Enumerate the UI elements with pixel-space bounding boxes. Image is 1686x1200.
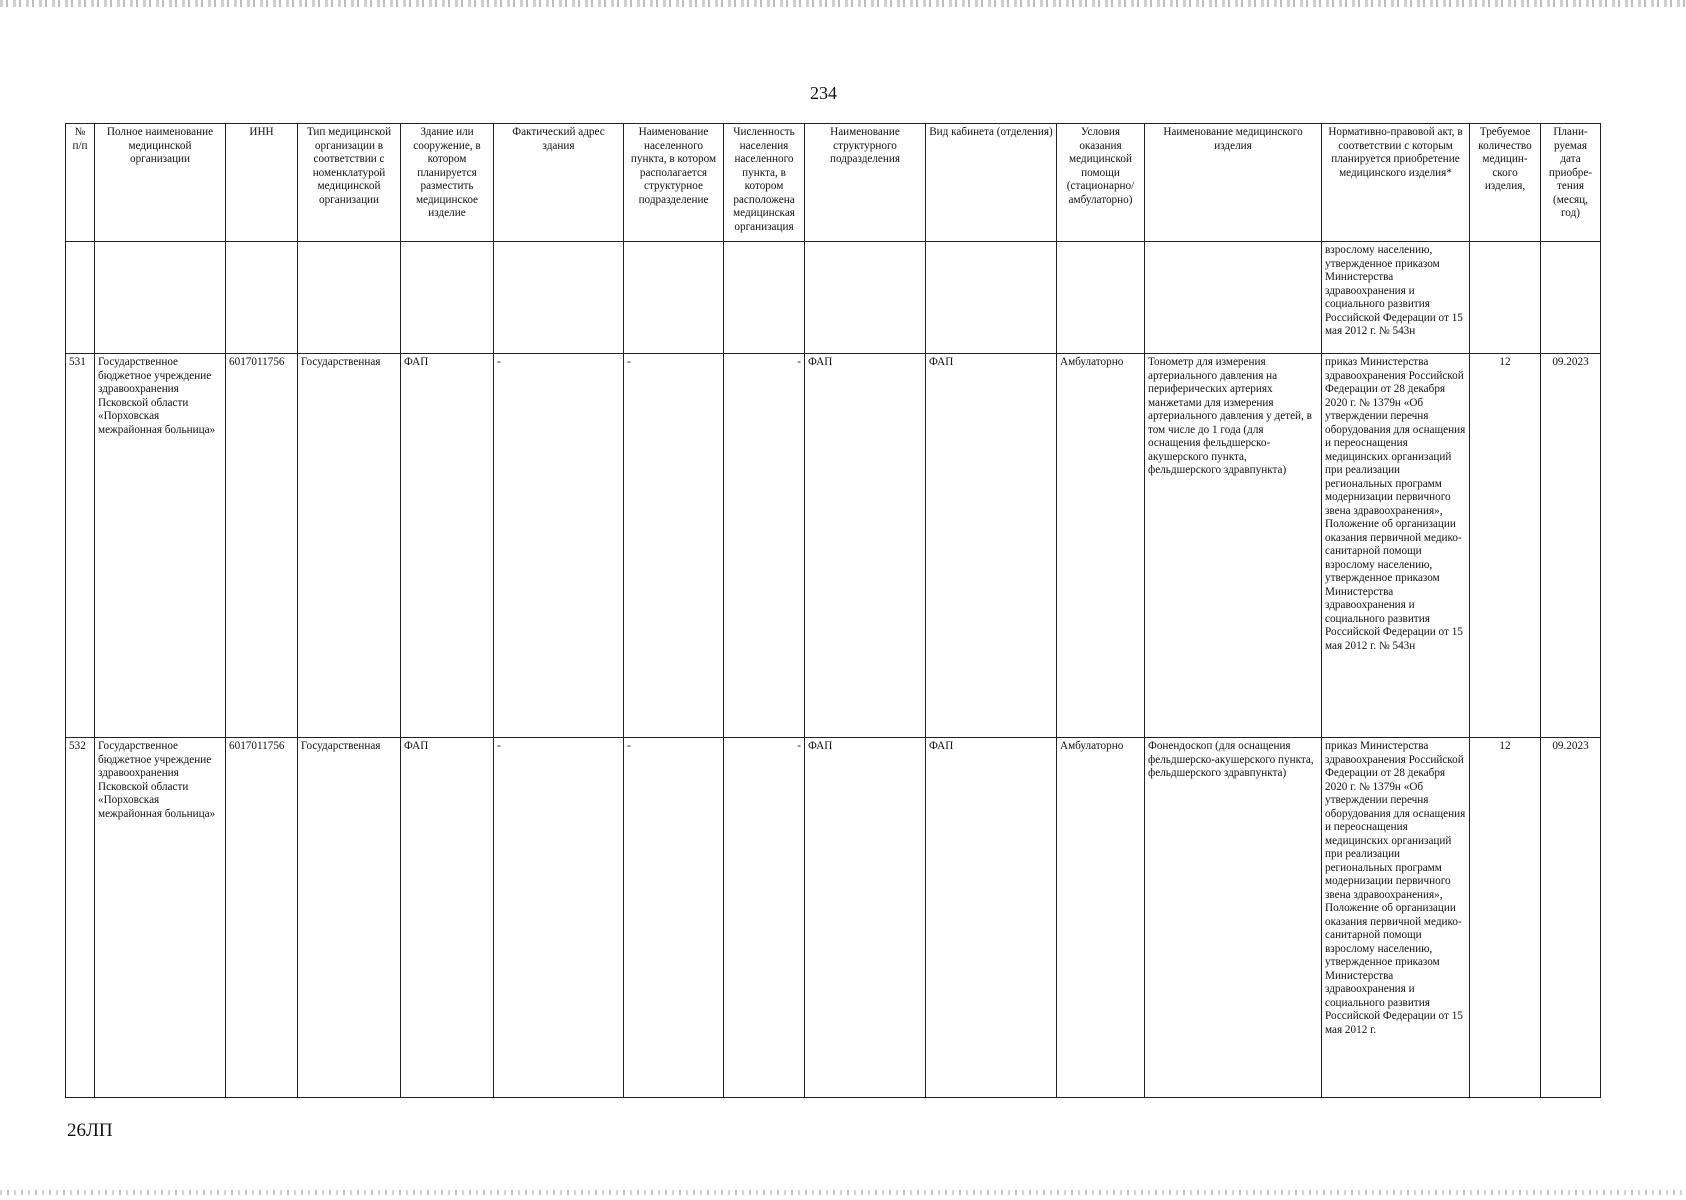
header-num: № п/п: [66, 124, 95, 242]
date-cell: 09.2023: [1541, 738, 1601, 1098]
header-address: Фактический адрес здания: [494, 124, 624, 242]
table-cell: [298, 242, 401, 354]
row-number: 531: [66, 354, 95, 738]
device-cell: Тонометр для измерения артериального давления на периферических артериях манжетами для измерения артериального давления у детей, в том числе до 1 года (для оснащения фельдшерско-акушерского пункта, фельдшерского здравпункта): [1145, 354, 1322, 738]
header-legal-act: Нормативно-правовой акт, в соответствии с которым планируется приобретение медицинского изделия*: [1322, 124, 1470, 242]
inn-cell: 6017011756: [226, 738, 298, 1098]
table-cell: [624, 242, 724, 354]
continuation-row: [66, 242, 1601, 354]
quantity-cell: 12: [1470, 738, 1541, 1098]
unit-cell: ФАП: [805, 738, 926, 1098]
table-cell: [66, 242, 95, 354]
date-cell: 09.2023: [1541, 354, 1601, 738]
org-name-cell: Государственное бюджетное учреждение здравоохранения Псковской области «Порховская межрайонная больница»: [95, 738, 226, 1098]
row-number: 532: [66, 738, 95, 1098]
table-cell: [401, 242, 494, 354]
address-cell: -: [494, 738, 624, 1098]
population-cell: -: [724, 738, 805, 1098]
table-cell: [724, 242, 805, 354]
header-settlement: Наименование населенного пункта, в котором располагается структурное подразделение: [624, 124, 724, 242]
header-device: Наименование медицинского изделия: [1145, 124, 1322, 242]
header-org-name: Полное наименование медицинской организации: [95, 124, 226, 242]
table-cell: [226, 242, 298, 354]
org-name-cell: Государственное бюджетное учреждение здравоохранения Псковской области «Порховская межрайонная больница»: [95, 354, 226, 738]
cabinet-cell: ФАП: [926, 354, 1057, 738]
org-type-cell: Государственная: [298, 354, 401, 738]
unit-cell: ФАП: [805, 354, 926, 738]
device-cell: Фонендоскоп (для оснащения фельдшерско-акушерского пункта, фельдшерского здравпункта): [1145, 738, 1322, 1098]
building-cell: ФАП: [401, 738, 494, 1098]
table-cell: [494, 242, 624, 354]
settlement-cell: -: [624, 354, 724, 738]
header-unit: Наименование структурного подразделения: [805, 124, 926, 242]
population-cell: -: [724, 354, 805, 738]
quantity-cell: 12: [1470, 354, 1541, 738]
header-quantity: Требуемое количество медицин-ского изделия,: [1470, 124, 1541, 242]
inn-cell: 6017011756: [226, 354, 298, 738]
legal-act-cell: приказ Министерства здравоохранения Российской Федерации от 28 декабря 2020 г. № 1379н «Об утверждении перечня оборудования для оснащения и переоснащения медицинских организаций при реализации региональных программ модернизации первичного звена здравоохранения», Положение об организации оказания первичной медико-санитарной помощи взрослому населению, утвержденное приказом Министерства здравоохранения и социального развития Российской Федерации от 15 мая 2012 г.: [1322, 738, 1470, 1098]
equipment-table: [65, 123, 1601, 1098]
document-code: 26ЛП: [67, 1120, 113, 1141]
legal-act-cell: приказ Министерства здравоохранения Российской Федерации от 28 декабря 2020 г. № 1379н «Об утверждении перечня оборудования для оснащения и переоснащения медицинских организаций при реализации региональных программ модернизации первичного звена здравоохранения», Положение об организации оказания первичной медико-санитарной помощи взрослому населению, утвержденное приказом Министерства здравоохранения и социального развития Российской Федерации от 15 мая 2012 г. № 543н: [1322, 354, 1470, 738]
conditions-cell: Амбулаторно: [1057, 354, 1145, 738]
header-org-type: Тип медицинской организации в соответствии с номенклатурой медицинской организации: [298, 124, 401, 242]
cabinet-cell: ФАП: [926, 738, 1057, 1098]
settlement-cell: -: [624, 738, 724, 1098]
header-row: [66, 124, 1601, 242]
header-population: Численность населения населенного пункта, в котором расположена медицинская организация: [724, 124, 805, 242]
header-building: Здание или сооружение, в котором планируется разместить медицинское изделие: [401, 124, 494, 242]
table-cell: [926, 242, 1057, 354]
building-cell: ФАП: [401, 354, 494, 738]
address-cell: -: [494, 354, 624, 738]
table-cell: [805, 242, 926, 354]
table-cell: [1541, 242, 1601, 354]
header-date: Плани-руемая дата приобре-тения (месяц, год): [1541, 124, 1601, 242]
header-inn: ИНН: [226, 124, 298, 242]
table-cell: [95, 242, 226, 354]
legal-act-cell: взрослому населению, утвержденное приказом Министерства здравоохранения и социального развития Российской Федерации от 15 мая 2012 г. № 543н: [1322, 242, 1470, 354]
table-cell: [1057, 242, 1145, 354]
table-cell: [1145, 242, 1322, 354]
scan-edge-top: [0, 0, 1686, 7]
header-cabinet: Вид кабинета (отделения): [926, 124, 1057, 242]
scan-edge-bottom: [0, 1190, 1686, 1195]
table-row: [66, 354, 1601, 738]
header-conditions: Условия оказания медицинской помощи (стационарно/ амбулаторно): [1057, 124, 1145, 242]
table-row: [66, 738, 1601, 1098]
table-cell: [1470, 242, 1541, 354]
conditions-cell: Амбулаторно: [1057, 738, 1145, 1098]
page-number: 234: [810, 83, 837, 103]
org-type-cell: Государственная: [298, 738, 401, 1098]
